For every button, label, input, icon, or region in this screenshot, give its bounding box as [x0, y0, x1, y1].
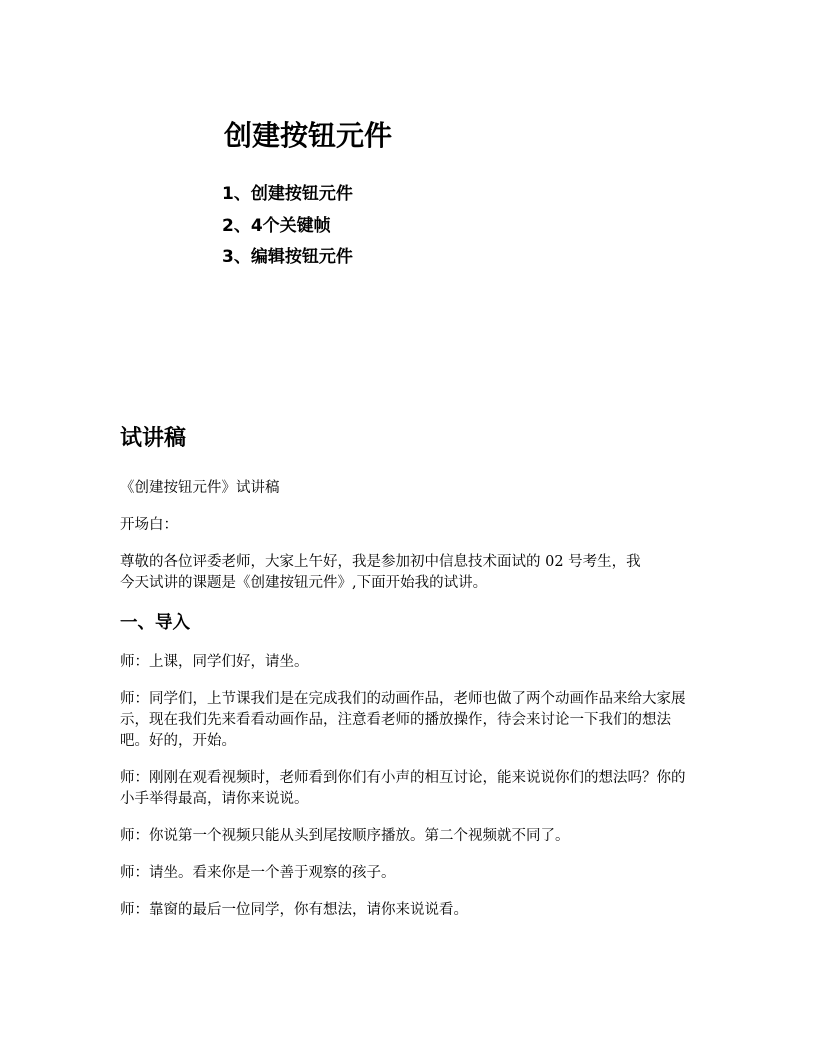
outline-item-1: 1、创建按钮元件 [222, 184, 353, 204]
outline-item-3: 3、编辑按钮元件 [222, 247, 353, 267]
outline-item-2: 2、4个关键帧 [222, 215, 331, 236]
script-subtitle: 《创建按钮元件》试讲稿 [120, 480, 280, 496]
opening-paragraph [120, 552, 698, 594]
paragraph: 师：刚刚在观看视频时，老师看到你们有小声的相互讨论，能来说说你们的想法吗？你的小手举得最高，请你来说说。 [120, 770, 686, 807]
part1-heading: 一、导入 [120, 613, 190, 633]
page-title: 创建按钮元件 [224, 119, 393, 152]
paragraph: 师：请坐。看来你是一个善于观察的孩子。 [120, 865, 396, 881]
paragraph: 师：上课，同学们好，请坐。 [120, 654, 309, 670]
opening-line-1: 尊敬的各位评委老师，大家上午好，我是参加初中信息技术面试的 02 号考生，我 [120, 554, 641, 570]
outline-list [222, 180, 353, 275]
opening-label: 开场白： [120, 517, 178, 533]
document-body [120, 478, 700, 937]
paragraph: 师：靠窗的最后一位同学，你有想法，请你来说说看。 [120, 902, 468, 918]
section-heading: 试讲稿 [120, 426, 187, 451]
paragraph: 师：同学们，上节课我们是在完成我们的动画作品，老师也做了两个动画作品来给大家展示，现在我们先来看看动画作品，注意看老师的播放操作，待会来讨论一下我们的想法吧。好的，开始。 [120, 691, 686, 749]
opening-line-2: 今天试讲的课题是《创建按钮元件》,下面开始我的试讲。 [120, 575, 488, 591]
paragraph: 师：你说第一个视频只能从头到尾按顺序播放。第二个视频就不同了。 [120, 828, 570, 844]
